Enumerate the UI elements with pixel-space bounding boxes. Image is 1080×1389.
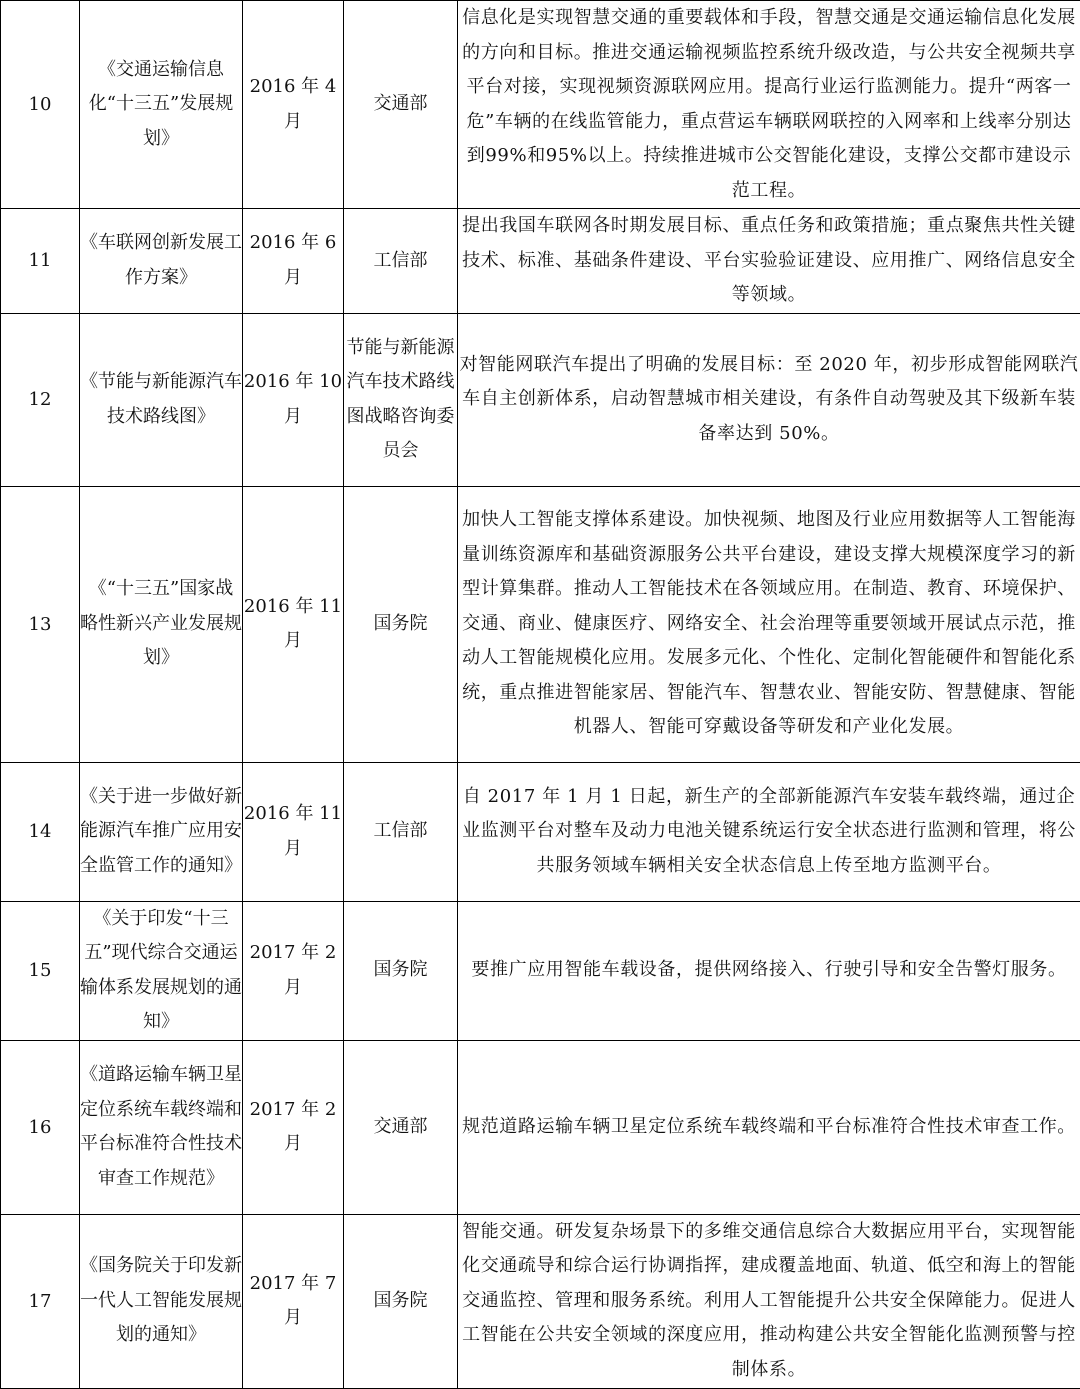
row-index: 10 [1, 1, 80, 209]
issue-date: 2017 年 2月 [243, 1040, 344, 1214]
table-row [1, 901, 1080, 1040]
issuing-department: 节能与新能源汽车技术路线图战略咨询委员会 [344, 313, 458, 486]
row-index: 12 [1, 313, 80, 486]
policy-name: 《节能与新能源汽车技术路线图》 [80, 313, 243, 486]
policy-name: 《关于印发“十三五”现代综合交通运输体系发展规划的通知》 [80, 901, 243, 1040]
table-row [1, 1040, 1080, 1214]
policy-content: 对智能网联汽车提出了明确的发展目标：至 2020 年，初步形成智能网联汽车自主创新体系，启动智慧城市相关建设，有条件自动驾驶及其下级新车装备率达到 50%。 [458, 313, 1080, 486]
policy-name: 《车联网创新发展工作方案》 [80, 209, 243, 314]
row-index: 13 [1, 486, 80, 762]
policy-content: 要推广应用智能车载设备，提供网络接入、行驶引导和安全告警灯服务。 [458, 901, 1080, 1040]
policy-content: 加快人工智能支撑体系建设。加快视频、地图及行业应用数据等人工智能海量训练资源库和基础资源服务公共平台建设，建设支撑大规模深度学习的新型计算集群。推动人工智能技术在各领域应用。在制造、教育、环境保护、交通、商业、健康医疗、网络安全、社会治理等重要领域开展试点示范，推动人工智能规模化应用。发展多元化、个性化、定制化智能硬件和智能化系统，重点推进智能家居、智能汽车、智慧农业、智能安防、智慧健康、智能机器人、智能可穿戴设备等研发和产业化发展。 [458, 486, 1080, 762]
issue-date: 2017 年 2月 [243, 901, 344, 1040]
policy-name: 《“十三五”国家战略性新兴产业发展规划》 [80, 486, 243, 762]
issue-date: 2016 年 11月 [243, 762, 344, 901]
table-row [1, 313, 1080, 486]
issuing-department: 国务院 [344, 1214, 458, 1388]
row-index: 11 [1, 209, 80, 314]
policy-name: 《关于进一步做好新能源汽车推广应用安全监管工作的通知》 [80, 762, 243, 901]
policy-content: 自 2017 年 1 月 1 日起，新生产的全部新能源汽车安装车载终端，通过企业监测平台对整车及动力电池关键系统运行安全状态进行监测和管理，将公共服务领域车辆相关安全状态信息上传至地方监测平台。 [458, 762, 1080, 901]
policy-content: 提出我国车联网各时期发展目标、重点任务和政策措施；重点聚焦共性关键技术、标准、基础条件建设、平台实验验证建设、应用推广、网络信息安全等领域。 [458, 209, 1080, 314]
row-index: 15 [1, 901, 80, 1040]
issue-date: 2016 年 10月 [243, 313, 344, 486]
policy-content: 规范道路运输车辆卫星定位系统车载终端和平台标准符合性技术审查工作。 [458, 1040, 1080, 1214]
issuing-department: 交通部 [344, 1, 458, 209]
row-index: 17 [1, 1214, 80, 1388]
issuing-department: 交通部 [344, 1040, 458, 1214]
table-row [1, 762, 1080, 901]
table-row [1, 209, 1080, 314]
issue-date: 2016 年 6月 [243, 209, 344, 314]
issuing-department: 国务院 [344, 486, 458, 762]
table-row [1, 1, 1080, 209]
issuing-department: 国务院 [344, 901, 458, 1040]
issue-date: 2017 年 7月 [243, 1214, 344, 1388]
table-row [1, 486, 1080, 762]
row-index: 16 [1, 1040, 80, 1214]
policy-name: 《道路运输车辆卫星定位系统车载终端和平台标准符合性技术审查工作规范》 [80, 1040, 243, 1214]
policy-name: 《交通运输信息化“十三五”发展规划》 [80, 1, 243, 209]
row-index: 14 [1, 762, 80, 901]
issue-date: 2016 年 11月 [243, 486, 344, 762]
table-row [1, 1214, 1080, 1388]
policy-content: 智能交通。研发复杂场景下的多维交通信息综合大数据应用平台，实现智能化交通疏导和综合运行协调指挥，建成覆盖地面、轨道、低空和海上的智能交通监控、管理和服务系统。利用人工智能提升公共安全保障能力。促进人工智能在公共安全领域的深度应用，推动构建公共安全智能化监测预警与控制体系。 [458, 1214, 1080, 1388]
policy-name: 《国务院关于印发新一代人工智能发展规划的通知》 [80, 1214, 243, 1388]
issue-date: 2016 年 4月 [243, 1, 344, 209]
policy-content: 信息化是实现智慧交通的重要载体和手段，智慧交通是交通运输信息化发展的方向和目标。推进交通运输视频监控系统升级改造，与公共安全视频共享平台对接，实现视频资源联网应用。提高行业运行监测能力。提升“两客一危”车辆的在线监管能力，重点营运车辆联网联控的入网率和上线率分别达到99%和95%以上。持续推进城市公交智能化建设，支撑公交都市建设示范工程。 [458, 1, 1080, 209]
issuing-department: 工信部 [344, 209, 458, 314]
issuing-department: 工信部 [344, 762, 458, 901]
